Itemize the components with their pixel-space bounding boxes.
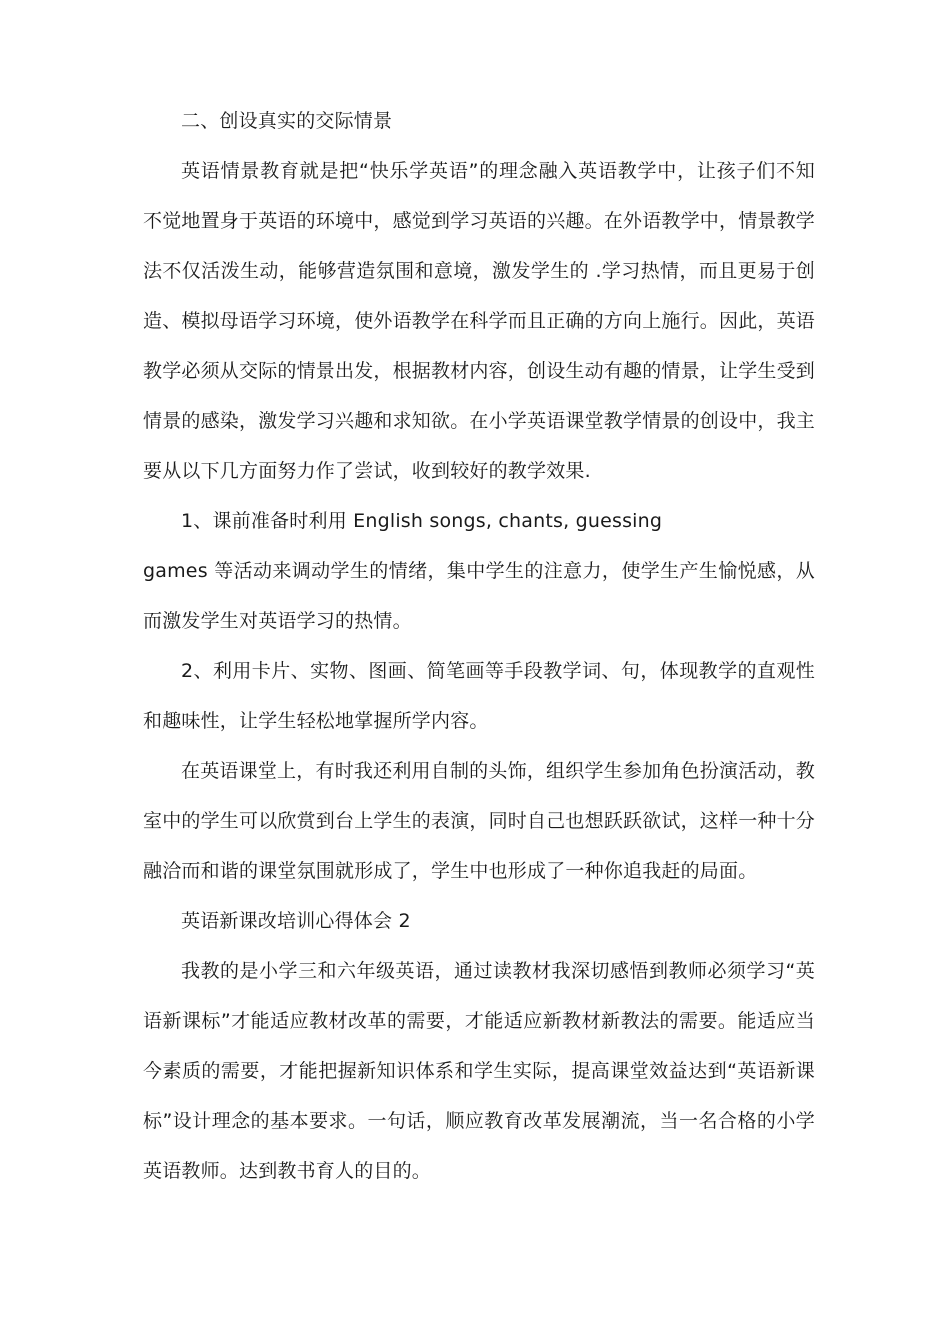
document-body <box>143 96 815 1196</box>
section-heading: 二、创设真实的交际情景 <box>181 110 393 132</box>
paragraph-reflection: 我教的是小学三和六年级英语，通过读教材我深切感悟到教师必须学习“英语新课标”才能适应教材改革的需要，才能适应新教材新教法的需要。能适应当今素质的需要，才能把握新知识体系和学生实际，提高课堂效益达到“英语新课标”设计理念的基本要求。一句话，顺应教育改革发展潮流，当一名合格的小学英语教师。达到教书育人的目的。 <box>143 960 815 1182</box>
paragraph-intro: 英语情景教育就是把“快乐学英语”的理念融入英语教学中，让孩子们不知不觉地置身于英语的环境中，感觉到学习英语的兴趣。在外语教学中，情景教学法不仅活泼生动，能够营造氛围和意境，激发学生的 .学习热情，而且更易于创造、模拟母语学习环境，使外语教学在科学而且正确的方向上施行。因此，英语教学必须从交际的情景出发，根据教材内容，创设生动有趣的情景，让学生受到情景的感染，激发学习兴趣和求知欲。在小学英语课堂教学情景的创设中，我主要从以下几方面努力作了尝试，收到较好的教学效果. <box>143 160 816 482</box>
list-item-1 <box>143 496 815 646</box>
list-item-1-line-1: 1、课前准备时利用 English songs, chants, guessing <box>181 510 663 532</box>
list-item-1-line-2: games 等活动来调动学生的情绪，集中学生的注意力，使学生产生愉悦感，从而激发学生对英语学习的热情。 <box>143 560 815 632</box>
list-item-2: 2、利用卡片、实物、图画、简笔画等手段教学词、句，体现教学的直观性和趣味性，让学生轻松地掌握所学内容。 <box>143 660 815 732</box>
paragraph-roleplay: 在英语课堂上，有时我还利用自制的头饰，组织学生参加角色扮演活动，教室中的学生可以欣赏到台上学生的表演，同时自己也想跃跃欲试，这样一种十分融洽而和谐的课堂氛围就形成了，学生中也形成了一种你追我赶的局面。 <box>143 760 816 882</box>
section-title: 英语新课改培训心得体会 2 <box>181 910 411 932</box>
